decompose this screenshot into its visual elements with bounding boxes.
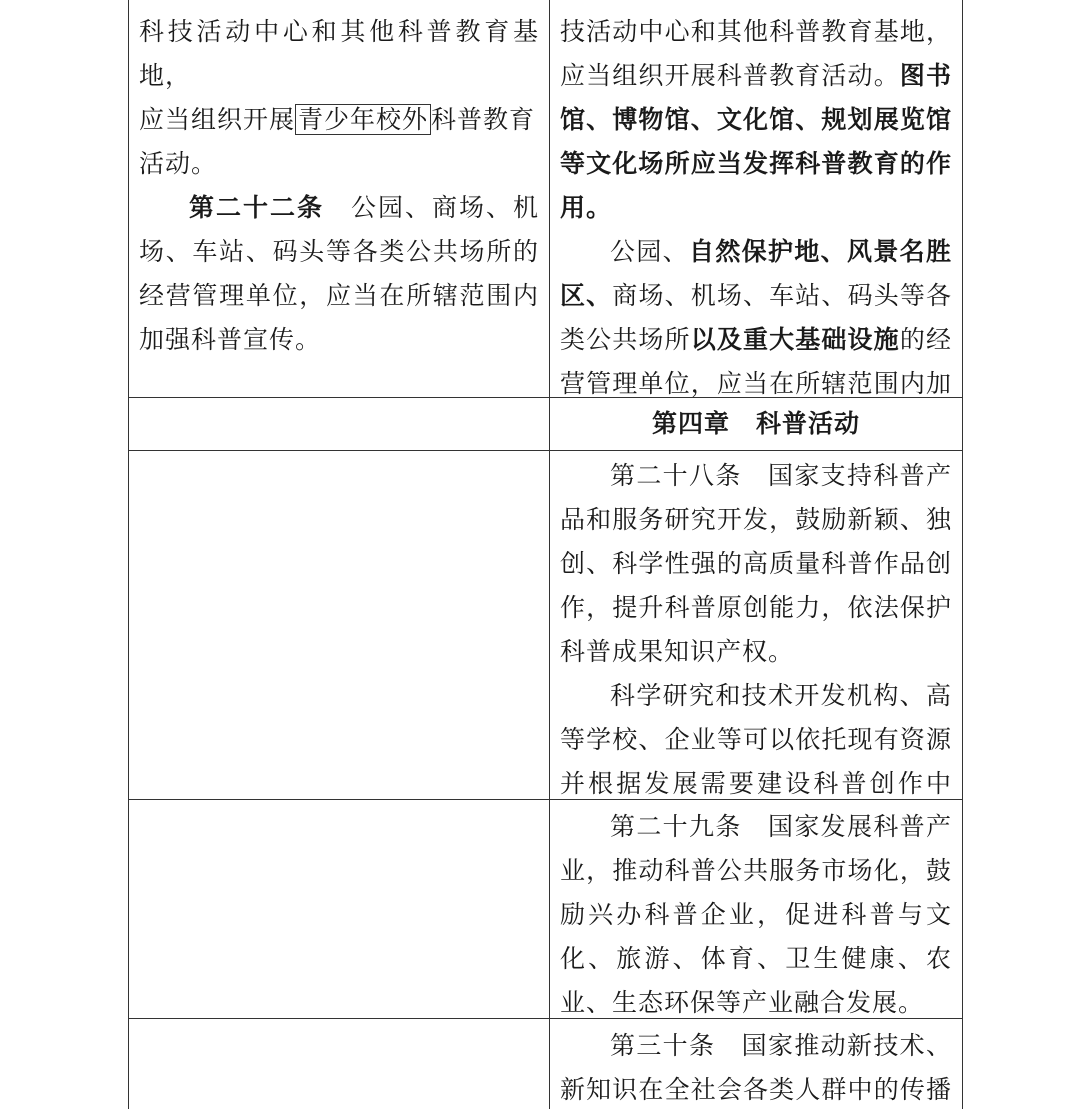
table-row [129, 0, 962, 398]
right-paragraph [560, 230, 952, 397]
right-text: 公园、 [610, 237, 689, 266]
right-cell [550, 1019, 962, 1109]
left-line: 科普教育 [431, 105, 536, 134]
right-text: 技活动中心和其他科普教育基地，应当组织开展科普教育活动。 [560, 17, 952, 90]
boxed-term: 青少年校外 [295, 104, 431, 135]
comparison-table [128, 0, 963, 1109]
right-text: 的经营管理单位，应当在所辖范围内加 [560, 325, 952, 397]
left-cell-empty [129, 800, 549, 1018]
right-cell [550, 800, 962, 1018]
left-line: 活动。 [139, 149, 218, 178]
table-row [129, 398, 962, 451]
article-30-paragraph: 第三十条 国家推动新技术、新知识在全社会各类人群中的传播 [560, 1031, 952, 1104]
left-line: 科技活动中心和其他科普教育基地， [139, 17, 539, 90]
article-28-paragraph: 第二十八条 国家支持科普产品和服务研究开发，鼓励新颖、独创、科学性强的高质量科普作品创作，提升科普原创能力，依法保护科普成果知识产权。 [560, 461, 952, 666]
left-cell-empty [129, 1019, 549, 1109]
article-29-paragraph: 第二十九条 国家发展科普产业，推动科普公共服务市场化，鼓励兴办科普企业，促进科普与文化、旅游、体育、卫生健康、农业、生态环保等产业融合发展。 [560, 812, 952, 1017]
right-text: 商场、机场、车站、码头等各类公共场所 [560, 281, 952, 354]
left-paragraph [139, 10, 539, 186]
table-row [129, 800, 962, 1019]
left-cell-empty [129, 398, 549, 450]
table-row [129, 451, 962, 800]
left-cell [129, 0, 549, 397]
right-bold-text: 自然保护地、风景名胜区、 [560, 237, 952, 310]
right-cell [550, 0, 962, 397]
table-row [129, 1019, 962, 1109]
right-bold-text: 图书馆、博物馆、文化馆、规划展览馆等文化场所应当发挥科普教育的作用。 [560, 61, 952, 222]
article-28-paragraph-2: 科学研究和技术开发机构、高等学校、企业等可以依托现有资源并根据发展需要建设科普创作中 [560, 681, 952, 798]
right-cell [550, 398, 962, 450]
article-22-text: 公园、商场、机场、车站、码头等各类公共场所的经营管理单位，应当在所辖范围内加强科普宣传。 [139, 193, 539, 354]
article-22-paragraph [139, 186, 539, 362]
right-bold-text: 以及重大基础设施 [690, 325, 900, 354]
article-22-title: 第二十二条 [189, 193, 324, 222]
right-paragraph [560, 10, 952, 230]
chapter-heading: 第四章 科普活动 [651, 409, 860, 438]
right-cell [550, 451, 962, 799]
left-cell-empty [129, 451, 549, 799]
left-line: 应当组织开展 [139, 105, 296, 134]
